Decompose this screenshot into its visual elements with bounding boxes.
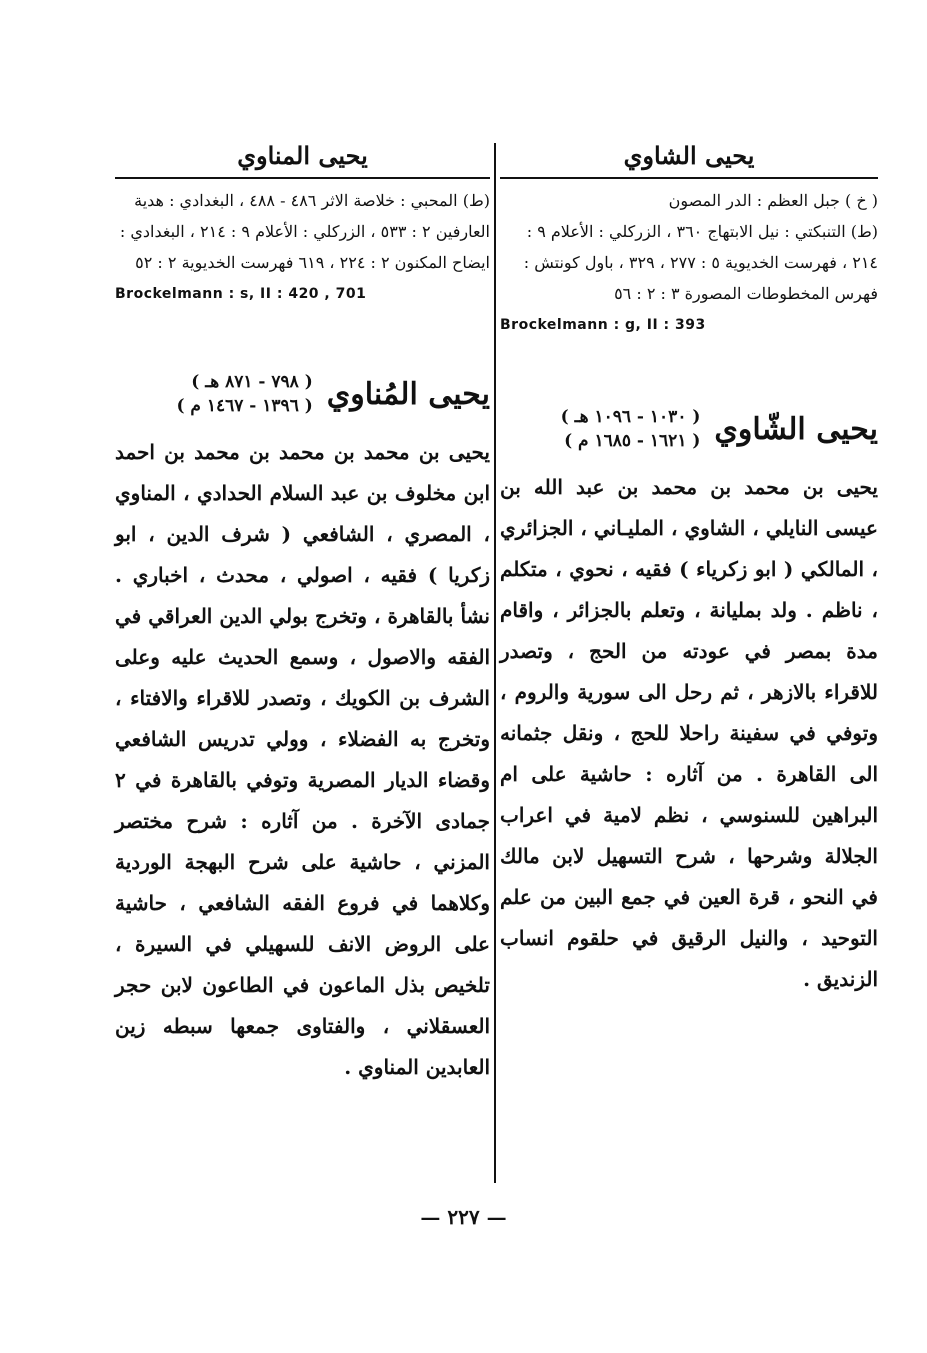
column-divider	[494, 143, 496, 1183]
entry-biography-right: يحيى بن محمد بن محمد بن عبد الله بن عيسى النايلي ، الشاوي ، المليـاني ، الجزائري ، المالكي ( ابو زكرياء ) فقيه ، نحوي ، متكلم ، ناظم . ولد بمليانة ، وتعلم بالجزائر ، واقام مدة بمصر في عودته من الحج ، وتصدر للاقراء بالازهر ، ثم رحل الى سورية والروم ، وتوفي في سفينة راحلا للحج ، ونقل جثمانه الى القاهرة . من آثاره : حاشية على ام البراهين للسنوسي ، نظم لامية في اعراب الجلالة وشرحها ، شرح التسهيل لابن مالك في النحو ، قرة العين في جمع البين من علم التوحيد ، والنيل الرقيق في حلقوم انساب الزنديق .	[500, 475, 878, 991]
reference-line: (ط) المحبي : خلاصة الاثر ٤٨٦ - ٤٨٨ ، البغدادي : هدية العارفين ٢ : ٥٣٣ ، الزركلي : الأعلام ٩ : ٢١٤ ، البغدادي : ايضاح المكنون ٢ : ٢٢٤ ، ٦١٩ فهرست الخديوية ٢ : ٥٢	[119, 191, 490, 272]
brockelmann-ref-left: Brockelmann : s, II : 420 , 701	[115, 286, 367, 302]
references-left	[115, 185, 490, 278]
dates-gregorian: ( ١٣٩٦ - ١٤٦٧ م )	[176, 396, 313, 416]
running-header-right: يحيى الشاوي	[623, 141, 755, 170]
dates-gregorian: ( ١٦٢١ - ١٦٨٥ م )	[564, 431, 701, 451]
entry-heading-right	[500, 405, 878, 453]
references-right	[500, 185, 878, 309]
entry-biography-left: يحيى بن محمد بن محمد بن محمد بن احمد ابن مخلوف بن عبد السلام الحدادي ، المناوي ، المصري ، الشافعي ( شرف الدين ، ابو زكريا ) فقيه ، اصولي ، محدث ، اخباري . نشأ بالقاهرة ، وتخرج بولي الدين العراقي في الفقه والاصول ، وسمع الحديث عليه وعلى الشرف بن الكويك ، وتصدر للاقراء والافتاء ، وتخرج به الفضلاء ، وولي تدريس الشافعي وقضاء الديار المصرية وتوفي بالقاهرة في ٢ جمادى الآخرة . من آثاره : شرح مختصر المزني ، حاشية على شرح البهجة الوردية وكلاهما في فروع الفقه الشافعي ، حاشية على الروض الانف للسهيلي في السيرة ، تلخيص بذل الماعون في الطاعون لابن حجر العسقلاني ، والفتاوى جمعها سبطه زين العابدين المناوي .	[115, 440, 490, 1079]
left-column	[115, 135, 490, 1088]
dates-hijri: ( ١٠٣٠ - ١٠٩٦ هـ )	[560, 407, 701, 427]
right-column	[500, 135, 878, 1000]
header-rule-right	[500, 177, 878, 179]
header-rule-left	[115, 177, 490, 179]
reference-line: ( خ ) جبل العظم : الدر المصون	[668, 191, 878, 210]
entry-name: يحيى المُناوي	[326, 376, 490, 412]
entry-heading-left	[115, 370, 490, 418]
reference-line: (ط) التنبكتي : نيل الابتهاج ٣٦٠ ، الزركلي : الأعلام ٩ : ٢١٤ ، فهرست الخديوية ٥ : ٢٧٧ ، ٣٢٩ ، باول كونتش : فهرس المخطوطات المصورة ٣ : ٢ : ٥٦	[523, 222, 878, 303]
running-header-left: يحيى المناوي	[237, 141, 368, 170]
entry-name: يحيى الشّاوي	[714, 411, 878, 447]
entry-dates	[561, 405, 701, 453]
dates-hijri: ( ٧٩٨ - ٨٧١ هـ )	[191, 372, 313, 392]
entry-dates	[176, 370, 312, 418]
page-number: — ٢٢٧ —	[420, 1205, 507, 1229]
brockelmann-ref-right: Brockelmann : g, II : 393	[500, 317, 706, 333]
